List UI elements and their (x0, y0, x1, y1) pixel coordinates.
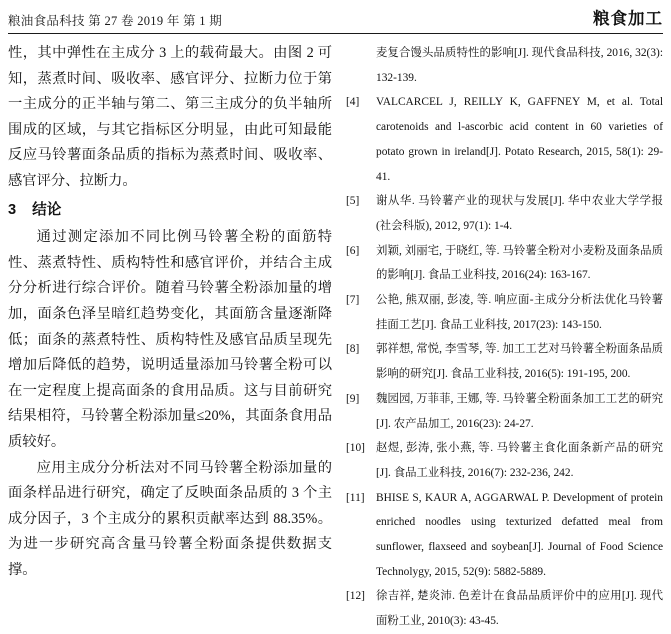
reference-text: 徐吉祥, 楚炎沛. 色差计在食品品质评价中的应用[J]. 现代面粉工业, 2010(3): 43-45. (376, 590, 663, 628)
page-body (8, 34, 663, 634)
reference-number: [4] (346, 96, 360, 109)
conclusion-paragraph-2: 应用主成分分析法对不同马铃薯全粉添加量的面条样品进行研究，确定了反映面条品质的 3 个主成分因子，3 个主成分的累积贡献率达到 88.35%。为进一步研究高含量马铃薯全粉面条提供数据支撑。 (8, 459, 332, 578)
reference-number: [10] (346, 442, 365, 455)
reference-text: 魏园园, 万菲菲, 王娜, 等. 马铃薯全粉面条加工工艺的研究[J]. 农产品加工, 2016(23): 24-27. (376, 392, 663, 430)
reference-item (346, 584, 663, 633)
reference-item (346, 337, 663, 386)
reference-number: [5] (346, 195, 360, 208)
reference-item (346, 189, 663, 238)
section-heading-conclusion (8, 198, 332, 224)
reference-item (346, 239, 663, 288)
paragraph-continuation: 性，其中弹性在主成分 3 上的载荷最大。由图 2 可知，蒸煮时间、吸收率、感官评分、拉断力位于第一主成分的正半轴与第二、第三主成分的负半轴所围成的区域，与其它指标区分明显，由此可知最能反应马铃薯面条品质的指标为蒸煮时间、吸收率、感官评分、拉断力。 (8, 45, 332, 189)
left-text-column (8, 41, 332, 634)
references-column (346, 41, 663, 634)
reference-continuation: 麦复合馒头品质特性的影响[J]. 现代食品科技, 2016, 32(3): 132-139. (376, 47, 663, 84)
reference-text: 郭祥想, 常悦, 李雪琴, 等. 加工工艺对马铃薯全粉面条品质影响的研究[J]. 食品工业科技, 2016(5): 191-195, 200. (376, 343, 663, 381)
journal-column-label: 粮食加工 (593, 10, 663, 28)
conclusion-paragraph-1: 通过测定添加不同比例马铃薯全粉的面筋特性、蒸煮特性、质构特性和感官评价，并结合主成分分析进行综合评价。随着马铃薯全粉添加量的增加，面条色泽呈暗红趋势变化，其面筋含量逐渐降低；面条的蒸煮特性、质构特性及感官品质呈现先增加后降低的趋势，说明适量添加马铃薯全粉可以在一定程度上提高面条的食用品质。这与目前研究结果相符，马铃薯全粉添加量≤20%，其面条食用品质较好。 (8, 229, 332, 450)
reference-text: VALCARCEL J, REILLY K, GAFFNEY M, et al. Total carotenoids and l-ascorbic acid content in 60 varieties of potato grown in ireland[J]. Potato Research, 2015, 58(1): 29-41. (376, 96, 663, 183)
reference-item (346, 486, 663, 585)
reference-item (346, 288, 663, 337)
running-header (8, 6, 663, 34)
journal-issue-info: 粮油食品科技 第 27 卷 2019 年 第 1 期 (8, 14, 223, 28)
section-number: 3 (8, 201, 17, 218)
reference-text: 刘颖, 刘丽宅, 于晓红, 等. 马铃薯全粉对小麦粉及面条品质的影响[J]. 食品工业科技, 2016(24): 163-167. (376, 244, 663, 282)
reference-number: [12] (346, 590, 365, 603)
reference-item (346, 436, 663, 485)
reference-item (346, 90, 663, 189)
reference-text: 赵煜, 彭涛, 张小燕, 等. 马铃薯主食化面条新产品的研究[J]. 食品工业科技, 2016(7): 232-236, 242. (376, 442, 663, 479)
reference-number: [6] (346, 244, 360, 257)
reference-number: [9] (346, 392, 360, 405)
reference-text: BHISE S, KAUR A, AGGARWAL P. Development of protein enriched noodles using texturized defatted meal from sunflower, flaxseed and soybean[J]. Journal of Food Science Technolygy, 2015, 52(9): 5882-5889. (376, 491, 663, 578)
reference-item (346, 387, 663, 436)
reference-text: 谢从华. 马铃薯产业的现状与发展[J]. 华中农业大学学报(社会科版), 2012, 97(1): 1-4. (376, 195, 663, 232)
section-title: 结论 (32, 201, 62, 218)
reference-number: [8] (346, 343, 360, 356)
references-list (346, 90, 663, 633)
reference-number: [11] (346, 491, 365, 504)
reference-text: 公艳, 熊双丽, 彭凌, 等. 响应面-主成分分析法优化马铃薯挂面工艺[J]. 食品工业科技, 2017(23): 143-150. (376, 294, 663, 331)
reference-number: [7] (346, 294, 360, 307)
